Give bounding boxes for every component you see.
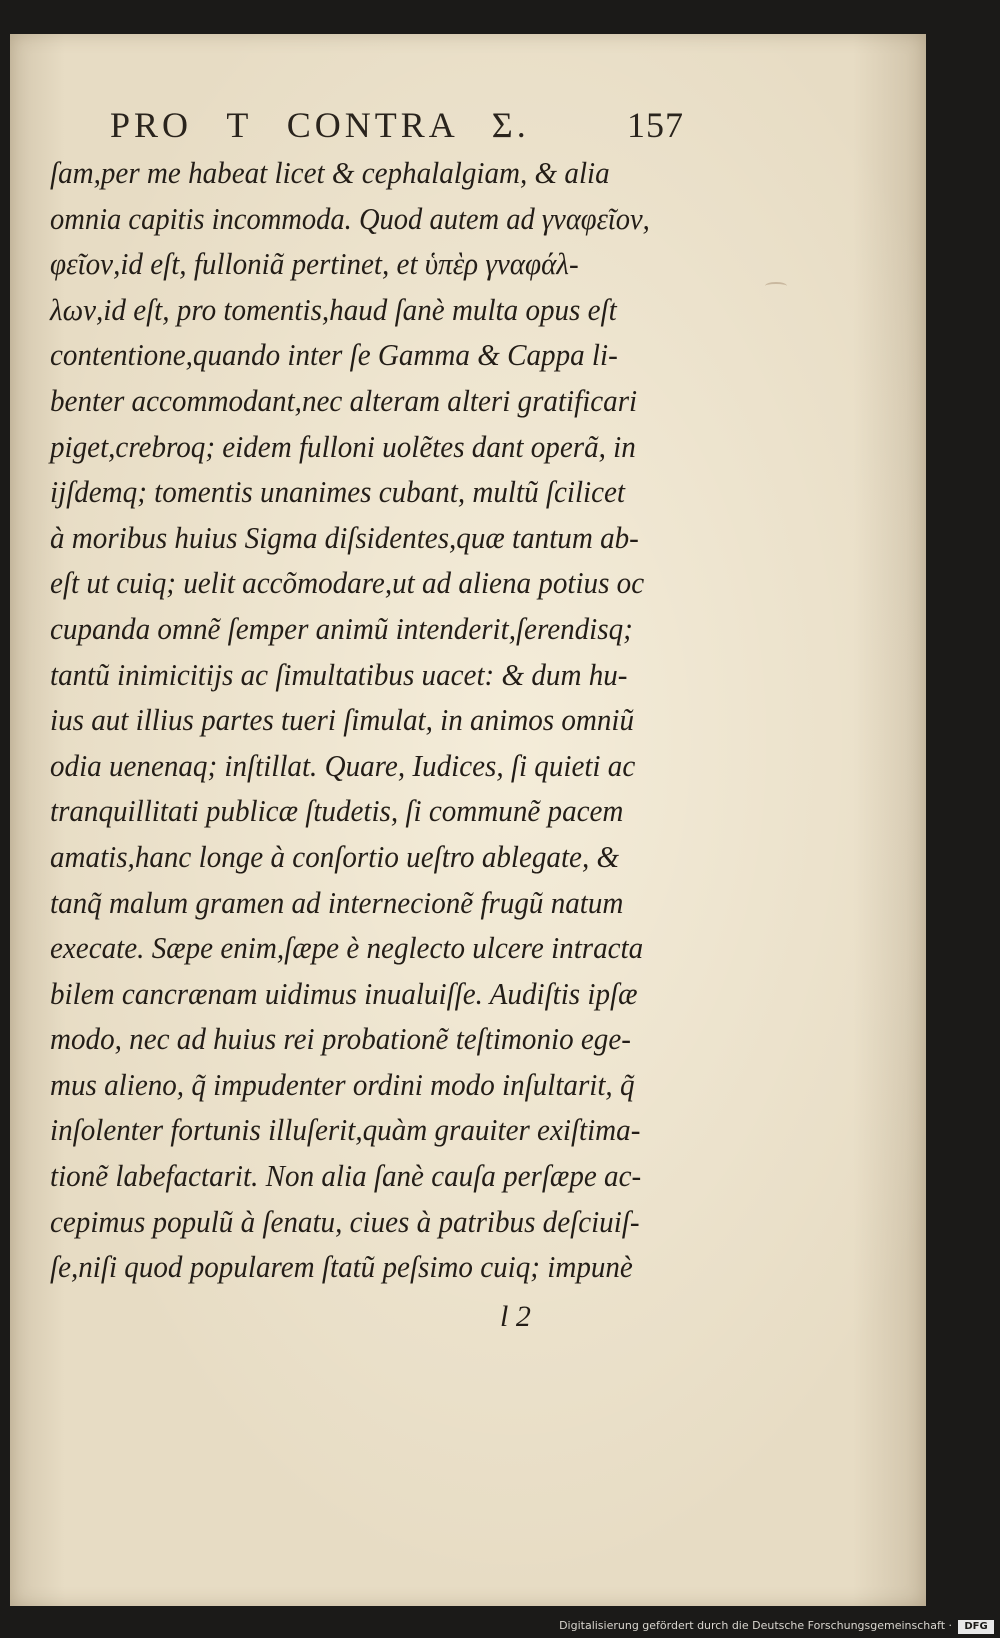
text-line: tanq̃ malum gramen ad internecionẽ frugũ natum bbox=[50, 884, 624, 920]
text-line: cepimus populũ à ſenatu, ciues à patribus deſciuiſ- bbox=[50, 1203, 640, 1239]
text-line: eſt ut cuiq; uelit accõmodare,ut ad aliena potius oc bbox=[50, 565, 645, 601]
text-line: ſe,niſi quod popularem ſtatũ peſsimo cuiq; impunè bbox=[50, 1249, 633, 1285]
paper-stain bbox=[765, 282, 787, 290]
text-line: contentione,quando inter ſe Gamma & Cappa li- bbox=[50, 337, 618, 373]
running-head-title: PRO T CONTRA Σ. bbox=[110, 105, 530, 145]
text-line: benter accommodant,nec alteram alteri gratificari bbox=[50, 382, 638, 418]
text-line: amatis,hanc longe à conſortio ueſtro ablegate, & bbox=[50, 838, 620, 874]
text-line: execate. Sæpe enim,ſæpe è neglecto ulcere intracta bbox=[50, 930, 644, 966]
text-line: ius aut illius partes tueri ſimulat, in animos omniũ bbox=[50, 702, 635, 738]
text-line: omnia capitis incommoda. Quod autem ad γναφεῖον, bbox=[50, 200, 650, 236]
page-number: 157 bbox=[627, 105, 684, 145]
text-line: mus alieno, q̃ impudenter ordini modo inſultarit, q̃ bbox=[50, 1066, 635, 1102]
text-line: ijſdemq; tomentis unanimes cubant, multũ ſcilicet bbox=[50, 474, 626, 510]
text-line: à moribus huius Sigma diſsidentes,quæ tantum ab- bbox=[50, 519, 639, 555]
text-line: inſolenter fortunis illuſerit,quàm grauiter exiſtima- bbox=[50, 1112, 641, 1148]
text-line: tantũ inimicitijs ac ſimultatibus uacet: & dum hu- bbox=[50, 656, 628, 692]
text-line: λων,id eſt, pro tomentis,haud ſanè multa opus eſt bbox=[50, 291, 617, 327]
text-line: φεῖον,id eſt, fulloniã pertinet, et ὑπὲρ γναφάλ- bbox=[50, 246, 579, 282]
text-line: bilem cancrænam uidimus inualuiſſe. Audiſtis ipſæ bbox=[50, 975, 638, 1011]
text-line: ſam,per me habeat licet & cephalalgiam, & alia bbox=[50, 155, 610, 190]
text-line: tionẽ labefactarit. Non alia ſanè cauſa perſæpe ac- bbox=[50, 1158, 642, 1194]
dfg-logo: DFG bbox=[958, 1620, 994, 1634]
text-line: cupanda omnẽ ſemper animũ intenderit,ſerendisq; bbox=[50, 610, 633, 646]
body-text bbox=[50, 150, 690, 1290]
signature-mark: l 2 bbox=[500, 1300, 531, 1333]
text-line: modo, nec ad huius rei probationẽ teſtimonio ege- bbox=[50, 1021, 631, 1057]
digitization-credit: Digitalisierung gefördert durch die Deutsche Forschungsgemeinschaft · bbox=[559, 1619, 952, 1632]
text-line: tranquillitati publicæ ſtudetis, ſi communẽ pacem bbox=[50, 793, 624, 829]
text-line: odia uenenaq; inſtillat. Quare, Iudices, ſi quieti ac bbox=[50, 747, 636, 783]
text-line: piget,crebroq; eidem fulloni uolẽtes dant operã, in bbox=[50, 428, 636, 464]
